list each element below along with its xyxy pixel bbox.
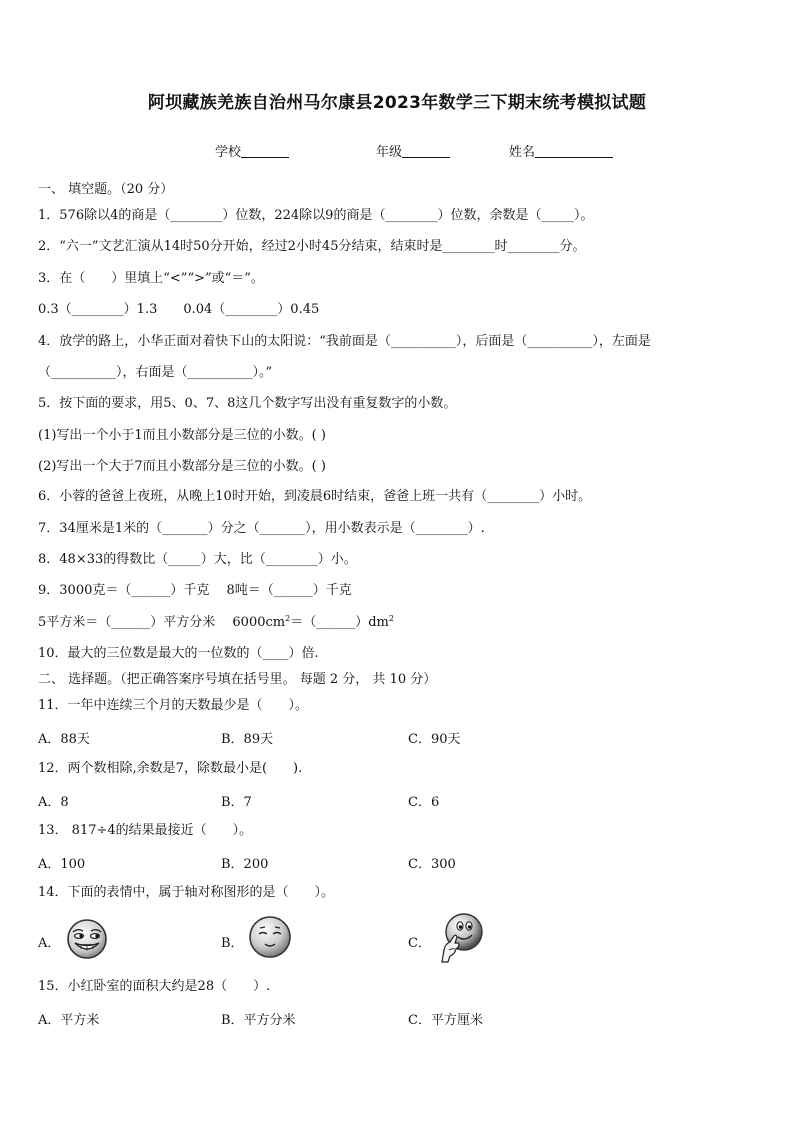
question-5-part2: (2)写出一个大于7而且小数部分是三位的小数。( ) xyxy=(38,459,326,474)
question-7: 7．34厘米是1米的（_______）分之（_______），用小数表示是（________）. xyxy=(38,521,485,536)
question-5-part1: (1)写出一个小于1而且小数部分是三位的小数。( ) xyxy=(38,428,326,443)
q15-option-a: A．平方米 xyxy=(38,1013,100,1028)
question-10: 10．最大的三位数是最大的一位数的（____）倍. xyxy=(38,646,319,661)
q15-option-b: B．平方分米 xyxy=(221,1013,296,1028)
question-11: 11．一年中连续三个月的天数最少是（ ）。 xyxy=(38,698,309,713)
question-2: 2．“六一”文艺汇演从14时50分开始，经过2小时45分结束，结束时是________时________分。 xyxy=(38,239,586,254)
q15-option-c: C．平方厘米 xyxy=(408,1013,483,1028)
question-15: 15．小红卧室的面积大约是28（ ）. xyxy=(38,979,271,994)
q14-option-a: A． xyxy=(38,936,61,951)
name-label: 姓名 xyxy=(509,145,536,160)
school-blank xyxy=(241,143,289,158)
name-blank xyxy=(535,143,613,158)
q13-option-c: C．300 xyxy=(408,857,456,872)
section2-heading: 二、 选择题。（把正确答案序号填在括号里。 每题 2 分， 共 10 分） xyxy=(38,672,437,687)
question-5: 5．按下面的要求，用5、0、7、8这几个数字写出没有重复数字的小数。 xyxy=(38,396,457,411)
page-title: 阿坝藏族羌族自治州马尔康县2023年数学三下期末统考模拟试题 xyxy=(147,93,647,113)
grade-label: 年级 xyxy=(376,145,403,160)
question-3: 3．在（ ）里填上“<”“>”或“＝”。 xyxy=(38,271,264,286)
question-3-items: 0.3（________）1.3 0.04（________）0.45 xyxy=(38,302,320,317)
q14-option-b: B． xyxy=(221,936,244,951)
question-12: 12．两个数相除,余数是7，除数最小是( ). xyxy=(38,761,303,776)
q11-option-c: C．90天 xyxy=(408,732,461,747)
question-1: 1．576除以4的商是（________）位数，224除以9的商是（________）位数，余数是（_____）。 xyxy=(38,208,594,223)
thinking-face-icon xyxy=(436,912,486,964)
smile-face-icon xyxy=(248,915,292,959)
question-8: 8．48×33的得数比（_____）大，比（________）小。 xyxy=(38,552,357,567)
smirk-face-icon xyxy=(65,918,109,960)
question-9-line2 xyxy=(38,614,394,632)
q9b-text1: 5平方米＝（______）平方分米 6000cm xyxy=(38,615,286,630)
q14-option-c: C． xyxy=(408,936,431,951)
q13-option-a: A．100 xyxy=(38,857,86,872)
q12-option-c: C．6 xyxy=(408,795,440,810)
school-label: 学校 xyxy=(215,145,242,160)
q9b-text2: ＝（______）dm xyxy=(290,615,389,630)
question-9-line1: 9．3000克＝（______）千克 8吨＝（______）千克 xyxy=(38,583,352,598)
grade-field xyxy=(376,141,450,160)
question-4-line1: 4．放学的路上，小华正面对着快下山的太阳说：“我前面是（__________），后面是（__________），左面是 xyxy=(38,334,651,349)
q11-option-b: B．89天 xyxy=(221,732,274,747)
q9b-sup1: 2 xyxy=(285,614,291,623)
q12-option-a: A．8 xyxy=(38,795,69,810)
q12-option-b: B．7 xyxy=(221,795,252,810)
question-13: 13． 817÷4的结果最接近（ ）。 xyxy=(38,823,253,838)
school-field xyxy=(215,141,289,160)
question-4-line2: （__________），右面是（__________）。” xyxy=(38,365,273,380)
name-field xyxy=(509,141,613,160)
q13-option-b: B．200 xyxy=(221,857,269,872)
grade-blank xyxy=(402,143,450,158)
q9b-sup2: 2 xyxy=(388,614,394,623)
question-14: 14．下面的表情中，属于轴对称图形的是（ ）。 xyxy=(38,885,335,900)
question-6: 6．小蓉的爸爸上夜班，从晚上10时开始，到凌晨6时结束，爸爸上班一共有（________）小时。 xyxy=(38,489,592,504)
section1-heading: 一、 填空题。（20 分） xyxy=(38,182,174,197)
q11-option-a: A．88天 xyxy=(38,732,90,747)
